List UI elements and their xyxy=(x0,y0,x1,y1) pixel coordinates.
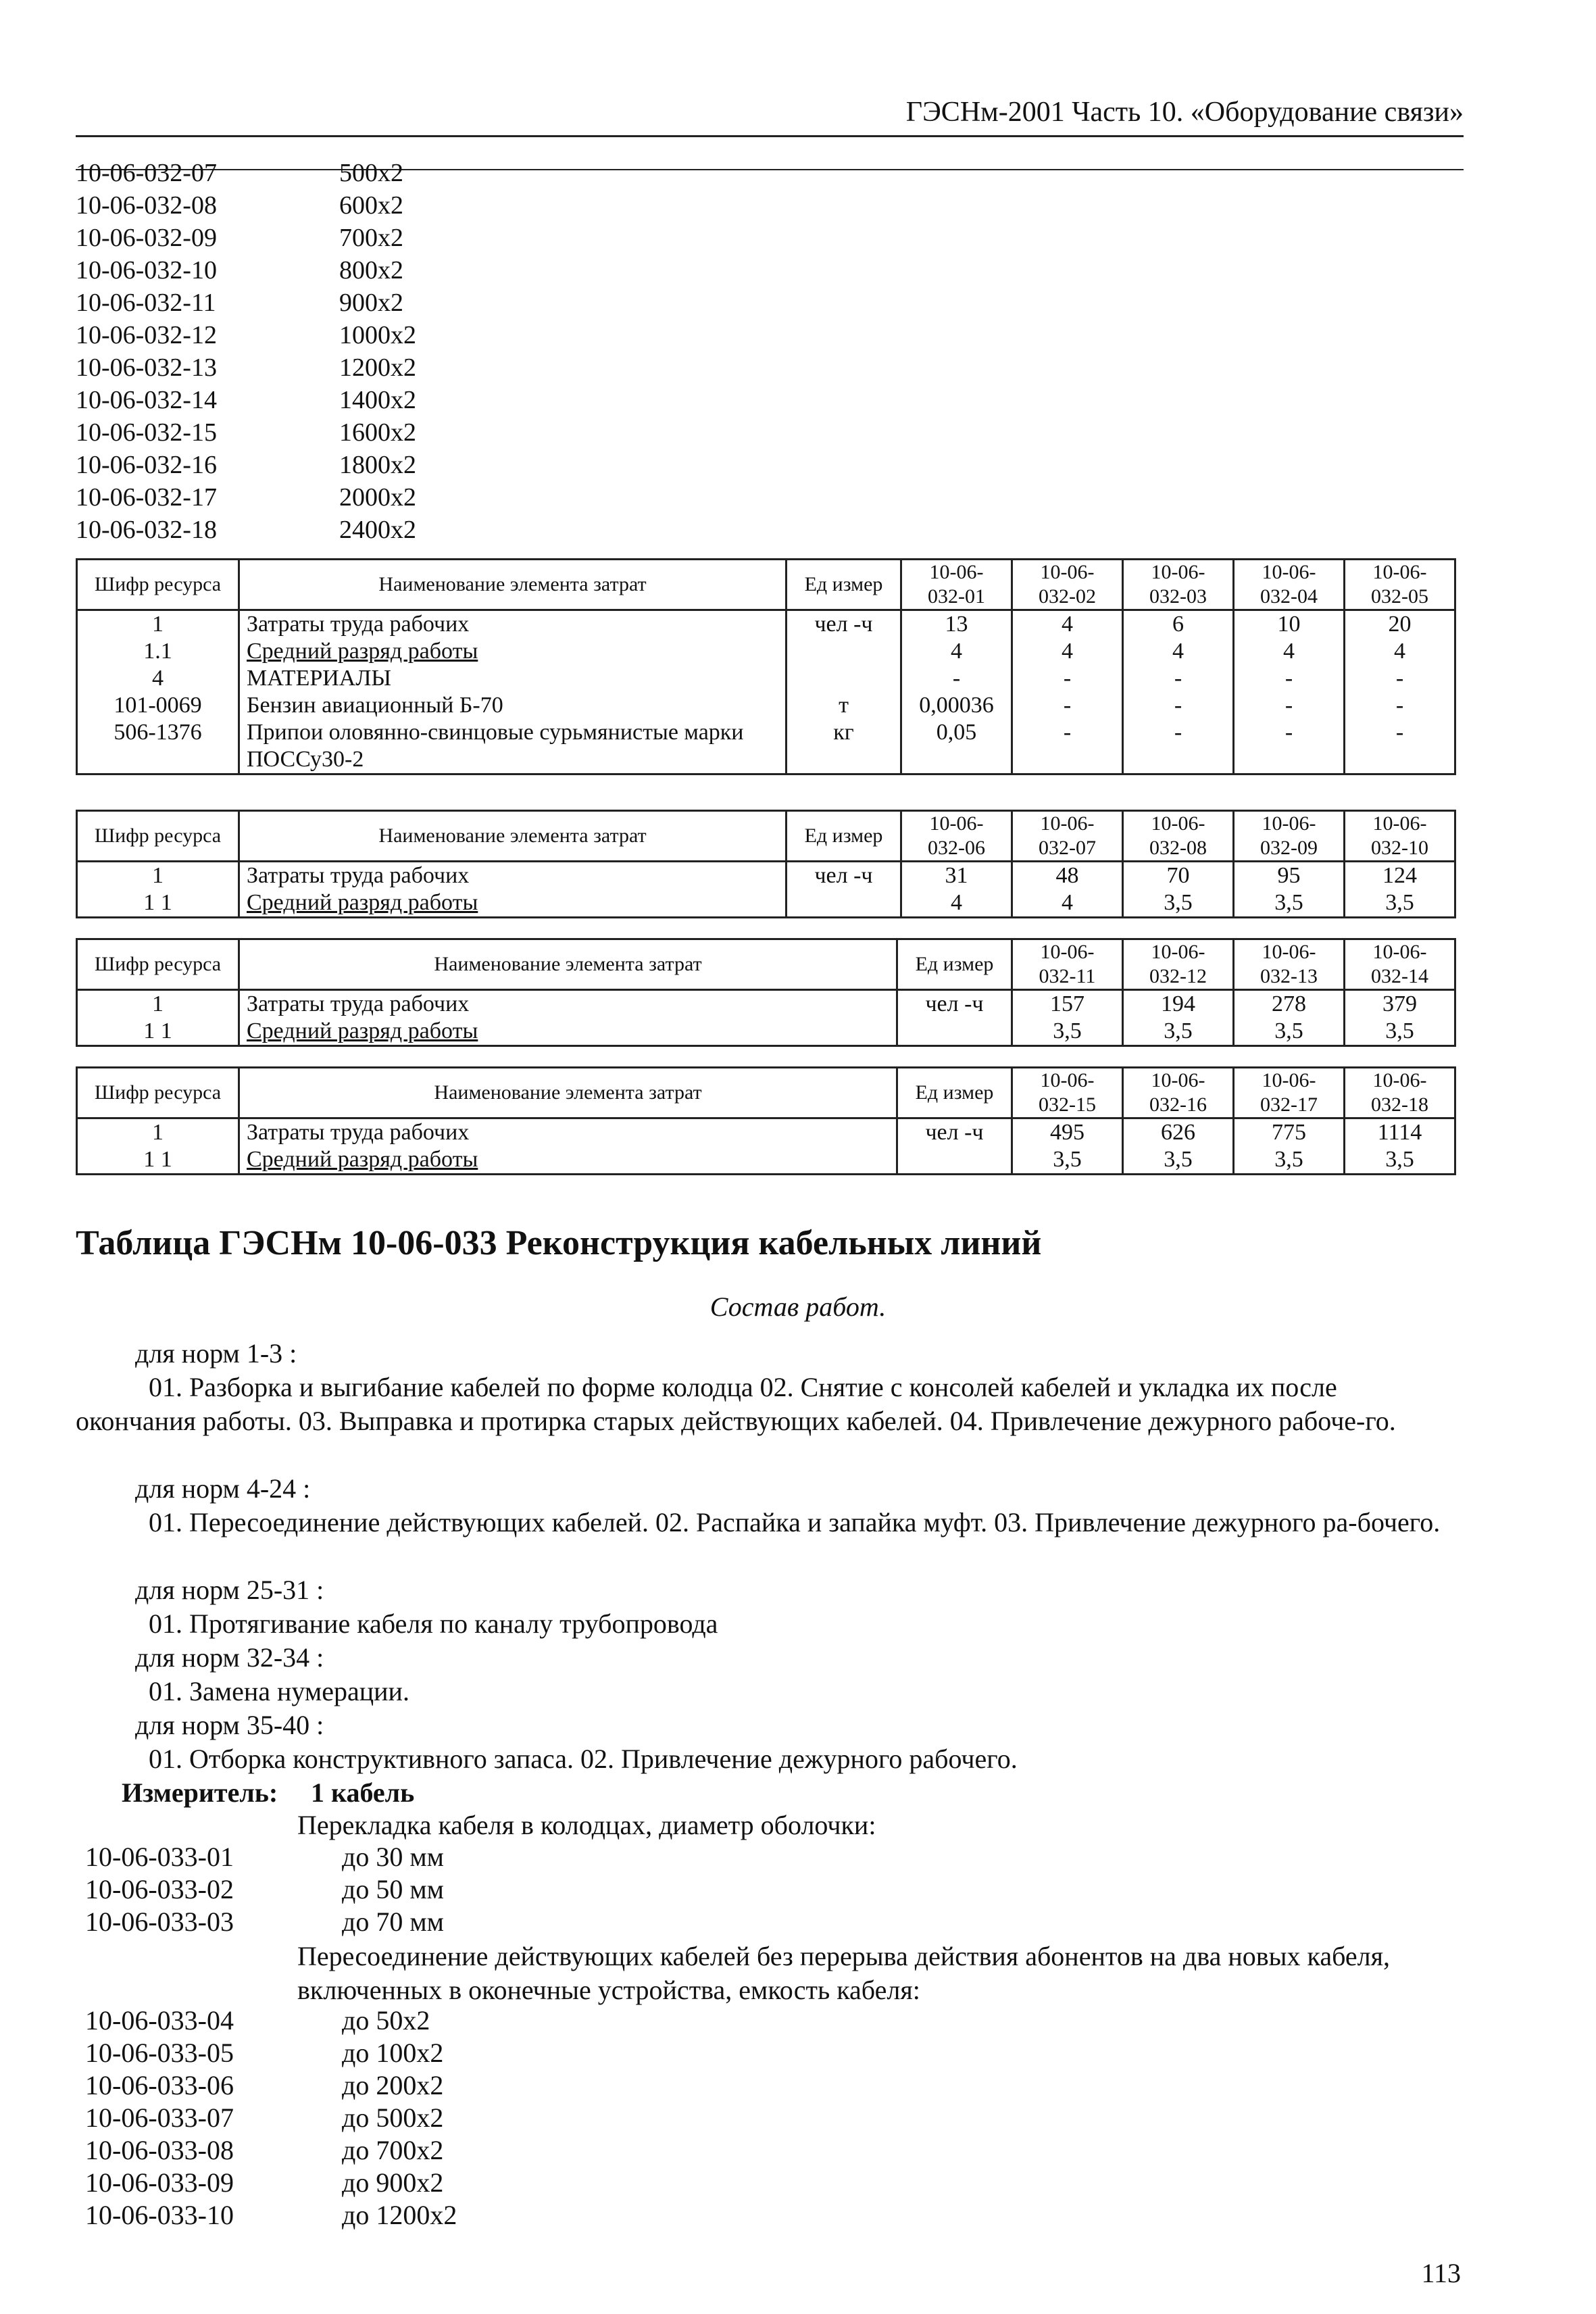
cell-code: 506-1376 xyxy=(77,719,239,774)
header-norm-column: 10-06- 032-08 xyxy=(1123,811,1234,862)
list-item xyxy=(76,351,416,384)
cell-unit xyxy=(787,638,901,665)
cell-value: 4 xyxy=(901,638,1012,665)
norm-code: 10-06-033-03 xyxy=(85,1906,234,1937)
norm-code: 10-06-032-13 xyxy=(76,353,217,382)
list-item xyxy=(76,287,416,319)
header-name: Наименование элемента затрат xyxy=(239,939,897,990)
group1-list xyxy=(85,1841,444,1938)
norm-code: 10-06-032-12 xyxy=(76,321,217,349)
norm-value: до 30 мм xyxy=(342,1842,444,1872)
norms-25-31-text: 01. Протягивание кабеля по каналу трубопровода xyxy=(149,1608,718,1639)
norms-35-40-text: 01. Отборка конструктивного запаса. 02. Привлечение дежурного рабочего. xyxy=(149,1744,1018,1774)
list-item xyxy=(85,1873,444,1906)
norm-table-4 xyxy=(76,1066,1456,1175)
header-norm-column: 10-06- 032-12 xyxy=(1123,939,1234,990)
section-title: Таблица ГЭСНм 10-06-033 Реконструкция кабельных линий xyxy=(76,1224,1042,1262)
norm-value: 1400х2 xyxy=(339,386,416,414)
header-code: Шифр ресурса xyxy=(77,811,239,862)
table-row xyxy=(77,889,1455,918)
cell-unit: чел -ч xyxy=(897,990,1012,1018)
norm-value: до 1200х2 xyxy=(342,2200,457,2230)
cell-value: 4 xyxy=(1012,638,1123,665)
cell-value: 4 xyxy=(1345,638,1455,665)
norm-code: 10-06-033-06 xyxy=(85,2070,234,2100)
header-norm-column: 10-06- 032-01 xyxy=(901,560,1012,610)
list-item xyxy=(85,2199,457,2232)
norm-code: 10-06-032-18 xyxy=(76,516,217,544)
work-composition-heading: Состав работ. xyxy=(709,1291,887,1322)
cell-value: - xyxy=(901,665,1012,692)
measure-label: Измеритель: xyxy=(122,1777,278,1808)
list-item xyxy=(85,1841,444,1873)
list-item xyxy=(76,416,416,449)
norms-1-3-text: 01. Разборка и выгибание кабелей по форме колодца 02. Снятие с консолей кабелей и укладка их после окончания работы. 03. Выправка и протирка старых действующих кабелей. 04. Привлечение дежурного рабоче-го. xyxy=(76,1372,1396,1436)
list-item xyxy=(85,2069,457,2102)
cell-code: 1 1 xyxy=(77,1146,239,1175)
norm-value: 700х2 xyxy=(339,224,403,252)
cell-value: 3,5 xyxy=(1234,889,1345,918)
list-item xyxy=(76,254,416,287)
table-row xyxy=(77,665,1455,692)
norm-code: 10-06-032-09 xyxy=(76,224,217,252)
cell-value: 31 xyxy=(901,862,1012,890)
cell-name: Средний разряд работы xyxy=(239,1018,897,1046)
cell-value: - xyxy=(1012,665,1123,692)
cell-value: 379 xyxy=(1345,990,1455,1018)
cell-value: 20 xyxy=(1345,610,1455,639)
header-norm-column: 10-06- 032-05 xyxy=(1345,560,1455,610)
header-unit: Ед измер xyxy=(897,939,1012,990)
cell-name: МАТЕРИАЛЫ xyxy=(239,665,787,692)
cell-name: Припои оловянно-свинцовые сурьмянистые марки ПОССу30-2 xyxy=(239,719,787,774)
cell-value: 0,05 xyxy=(901,719,1012,774)
table-row xyxy=(77,719,1455,774)
list-item xyxy=(85,2004,457,2037)
norms-35-40-heading: для норм 35-40 : xyxy=(135,1710,324,1740)
cell-value: - xyxy=(1234,719,1345,774)
cell-value: 1114 xyxy=(1345,1118,1455,1147)
cell-code: 1 xyxy=(77,1118,239,1147)
norms-4-24-heading: для норм 4-24 : xyxy=(135,1473,311,1504)
norm-table-3 xyxy=(76,938,1456,1047)
header-name: Наименование элемента затрат xyxy=(239,811,787,862)
cell-unit: чел -ч xyxy=(787,862,901,890)
header-norm-column: 10-06- 032-10 xyxy=(1345,811,1455,862)
cell-code: 4 xyxy=(77,665,239,692)
cell-value: - xyxy=(1012,719,1123,774)
list-item xyxy=(85,2134,457,2167)
norms-32-34-text: 01. Замена нумерации. xyxy=(149,1676,409,1706)
norm-table-1 xyxy=(76,558,1456,775)
group1-title: Перекладка кабеля в колодцах, диаметр оболочки: xyxy=(297,1810,876,1840)
cell-value: 775 xyxy=(1234,1118,1345,1147)
cell-name: Затраты труда рабочих xyxy=(239,990,897,1018)
table-row xyxy=(77,638,1455,665)
norm-value: 1800х2 xyxy=(339,451,416,479)
cell-code: 1.1 xyxy=(77,638,239,665)
cell-value: 4 xyxy=(901,889,1012,918)
cell-value: 495 xyxy=(1012,1118,1123,1147)
list-item xyxy=(76,189,416,222)
norm-code: 10-06-032-08 xyxy=(76,191,217,220)
cell-code: 1 1 xyxy=(77,1018,239,1046)
cell-name: Затраты труда рабочих xyxy=(239,610,787,639)
norm-value: до 500х2 xyxy=(342,2102,444,2133)
cell-unit: чел -ч xyxy=(897,1118,1012,1147)
group2-list xyxy=(85,2004,457,2232)
cell-value: 157 xyxy=(1012,990,1123,1018)
cell-unit: т xyxy=(787,692,901,719)
cell-name: Бензин авиационный Б-70 xyxy=(239,692,787,719)
header-unit: Ед измер xyxy=(787,560,901,610)
header-norm-column: 10-06- 032-02 xyxy=(1012,560,1123,610)
table-row xyxy=(77,862,1455,890)
cell-value: 3,5 xyxy=(1123,1146,1234,1175)
list-item xyxy=(76,222,416,254)
cell-code: 1 xyxy=(77,990,239,1018)
norm-table-2 xyxy=(76,810,1456,918)
header-norm-column: 10-06- 032-04 xyxy=(1234,560,1345,610)
cell-value: - xyxy=(1345,692,1455,719)
header-unit: Ед измер xyxy=(897,1068,1012,1118)
norm-value: 600х2 xyxy=(339,191,403,220)
cell-value: 4 xyxy=(1234,638,1345,665)
cell-value: 4 xyxy=(1012,889,1123,918)
cell-unit xyxy=(787,889,901,918)
cell-value: 70 xyxy=(1123,862,1234,890)
cell-code: 1 xyxy=(77,610,239,639)
cell-value: 4 xyxy=(1012,610,1123,639)
cell-value: 278 xyxy=(1234,990,1345,1018)
cell-value: 3,5 xyxy=(1345,1146,1455,1175)
norm-code: 10-06-032-16 xyxy=(76,451,217,479)
norm-code: 10-06-033-04 xyxy=(85,2005,234,2036)
cell-value: 6 xyxy=(1123,610,1234,639)
cell-value: 3,5 xyxy=(1234,1146,1345,1175)
norms-4-24-text: 01. Пересоединение действующих кабелей. 02. Распайка и запайка муфт. 03. Привлечение дежурного ра-бочего. xyxy=(149,1507,1441,1537)
header-norm-column: 10-06- 032-18 xyxy=(1345,1068,1455,1118)
cell-unit xyxy=(897,1018,1012,1046)
list-item xyxy=(76,449,416,481)
cell-value: 194 xyxy=(1123,990,1234,1018)
cell-value: 124 xyxy=(1345,862,1455,890)
list-item xyxy=(85,2037,457,2069)
header-name: Наименование элемента затрат xyxy=(239,1068,897,1118)
norm-value: до 700х2 xyxy=(342,2135,444,2165)
table-row xyxy=(77,1146,1455,1175)
norm-value: до 100х2 xyxy=(342,2038,444,2068)
cell-code: 1 xyxy=(77,862,239,890)
header-norm-column: 10-06- 032-16 xyxy=(1123,1068,1234,1118)
cell-value: - xyxy=(1234,665,1345,692)
cell-value: - xyxy=(1123,719,1234,774)
cell-value: 0,00036 xyxy=(901,692,1012,719)
norm-value: 500х2 xyxy=(339,159,403,187)
cell-name: Средний разряд работы xyxy=(239,1146,897,1175)
cell-name: Затраты труда рабочих xyxy=(239,1118,897,1147)
top-code-list xyxy=(76,157,416,546)
cell-value: - xyxy=(1123,692,1234,719)
list-item xyxy=(76,319,416,351)
header-rule xyxy=(76,135,1464,137)
cell-name: Затраты труда рабочих xyxy=(239,862,787,890)
norm-value: 1000х2 xyxy=(339,321,416,349)
cell-value: 48 xyxy=(1012,862,1123,890)
norm-code: 10-06-032-10 xyxy=(76,256,217,285)
cell-value: 10 xyxy=(1234,610,1345,639)
cell-value: - xyxy=(1123,665,1234,692)
cell-value: - xyxy=(1012,692,1123,719)
list-item xyxy=(85,1906,444,1938)
norm-code: 10-06-033-09 xyxy=(85,2167,234,2198)
norm-value: 800х2 xyxy=(339,256,403,285)
norm-value: 1600х2 xyxy=(339,418,416,447)
cell-value: - xyxy=(1345,719,1455,774)
cell-unit xyxy=(897,1146,1012,1175)
norm-value: 900х2 xyxy=(339,289,403,317)
norm-code: 10-06-032-07 xyxy=(76,159,217,187)
norm-code: 10-06-032-11 xyxy=(76,289,216,317)
norm-code: 10-06-033-08 xyxy=(85,2135,234,2165)
page-header-title: ГЭСНм-2001 Часть 10. «Оборудование связи» xyxy=(905,97,1464,128)
header-norm-column: 10-06- 032-07 xyxy=(1012,811,1123,862)
page-number: 113 xyxy=(1421,2258,1461,2288)
table-row xyxy=(77,990,1455,1018)
measure-value: 1 кабель xyxy=(311,1777,415,1808)
norm-value: 2400х2 xyxy=(339,516,416,544)
list-item xyxy=(76,157,416,189)
cell-value: 3,5 xyxy=(1345,1018,1455,1046)
header-norm-column: 10-06- 032-11 xyxy=(1012,939,1123,990)
cell-code: 1 1 xyxy=(77,889,239,918)
list-item xyxy=(76,481,416,514)
norms-1-3-heading: для норм 1-3 : xyxy=(135,1338,297,1369)
group2-title: Пересоединение действующих кабелей без перерыва действия абонентов на два новых кабеля, включенных в оконечные устройства, емкость кабеля: xyxy=(297,1941,1391,2005)
list-item xyxy=(76,384,416,416)
norm-code: 10-06-033-02 xyxy=(85,1874,234,1904)
norm-code: 10-06-033-07 xyxy=(85,2102,234,2133)
cell-value: 3,5 xyxy=(1123,889,1234,918)
norm-value: до 900х2 xyxy=(342,2167,444,2198)
cell-value: 13 xyxy=(901,610,1012,639)
cell-value: 3,5 xyxy=(1123,1018,1234,1046)
header-norm-column: 10-06- 032-17 xyxy=(1234,1068,1345,1118)
norm-code: 10-06-033-10 xyxy=(85,2200,234,2230)
cell-value: 95 xyxy=(1234,862,1345,890)
cell-name: Средний разряд работы xyxy=(239,638,787,665)
norm-value: 1200х2 xyxy=(339,353,416,382)
header-norm-column: 10-06- 032-13 xyxy=(1234,939,1345,990)
table-row xyxy=(77,1018,1455,1046)
norm-code: 10-06-032-17 xyxy=(76,483,217,512)
header-unit: Ед измер xyxy=(787,811,901,862)
cell-value: - xyxy=(1234,692,1345,719)
cell-value: 3,5 xyxy=(1012,1146,1123,1175)
header-norm-column: 10-06- 032-09 xyxy=(1234,811,1345,862)
header-code: Шифр ресурса xyxy=(77,560,239,610)
list-item xyxy=(85,2167,457,2199)
list-item xyxy=(85,2102,457,2134)
cell-code: 101-0069 xyxy=(77,692,239,719)
header-code: Шифр ресурса xyxy=(77,939,239,990)
norm-code: 10-06-032-15 xyxy=(76,418,217,447)
norm-code: 10-06-032-14 xyxy=(76,386,217,414)
norm-value: до 50х2 xyxy=(342,2005,430,2036)
cell-value: 4 xyxy=(1123,638,1234,665)
cell-value: 626 xyxy=(1123,1118,1234,1147)
norm-value: до 70 мм xyxy=(342,1906,444,1937)
cell-name: Средний разряд работы xyxy=(239,889,787,918)
cell-value: - xyxy=(1345,665,1455,692)
list-item xyxy=(76,514,416,546)
norm-code: 10-06-033-05 xyxy=(85,2038,234,2068)
cell-unit: кг xyxy=(787,719,901,774)
norm-value: до 200х2 xyxy=(342,2070,444,2100)
table-row xyxy=(77,1118,1455,1147)
cell-unit xyxy=(787,665,901,692)
norms-32-34-heading: для норм 32-34 : xyxy=(135,1642,324,1673)
norms-25-31-heading: для норм 25-31 : xyxy=(135,1575,324,1605)
cell-value: 3,5 xyxy=(1012,1018,1123,1046)
cell-value: 3,5 xyxy=(1234,1018,1345,1046)
header-norm-column: 10-06- 032-06 xyxy=(901,811,1012,862)
table-row xyxy=(77,610,1455,639)
norm-code: 10-06-033-01 xyxy=(85,1842,234,1872)
header-norm-column: 10-06- 032-15 xyxy=(1012,1068,1123,1118)
norm-value: до 50 мм xyxy=(342,1874,444,1904)
header-code: Шифр ресурса xyxy=(77,1068,239,1118)
header-norm-column: 10-06- 032-14 xyxy=(1345,939,1455,990)
norm-value: 2000х2 xyxy=(339,483,416,512)
cell-unit: чел -ч xyxy=(787,610,901,639)
header-name: Наименование элемента затрат xyxy=(239,560,787,610)
cell-value: 3,5 xyxy=(1345,889,1455,918)
header-norm-column: 10-06- 032-03 xyxy=(1123,560,1234,610)
table-row xyxy=(77,692,1455,719)
